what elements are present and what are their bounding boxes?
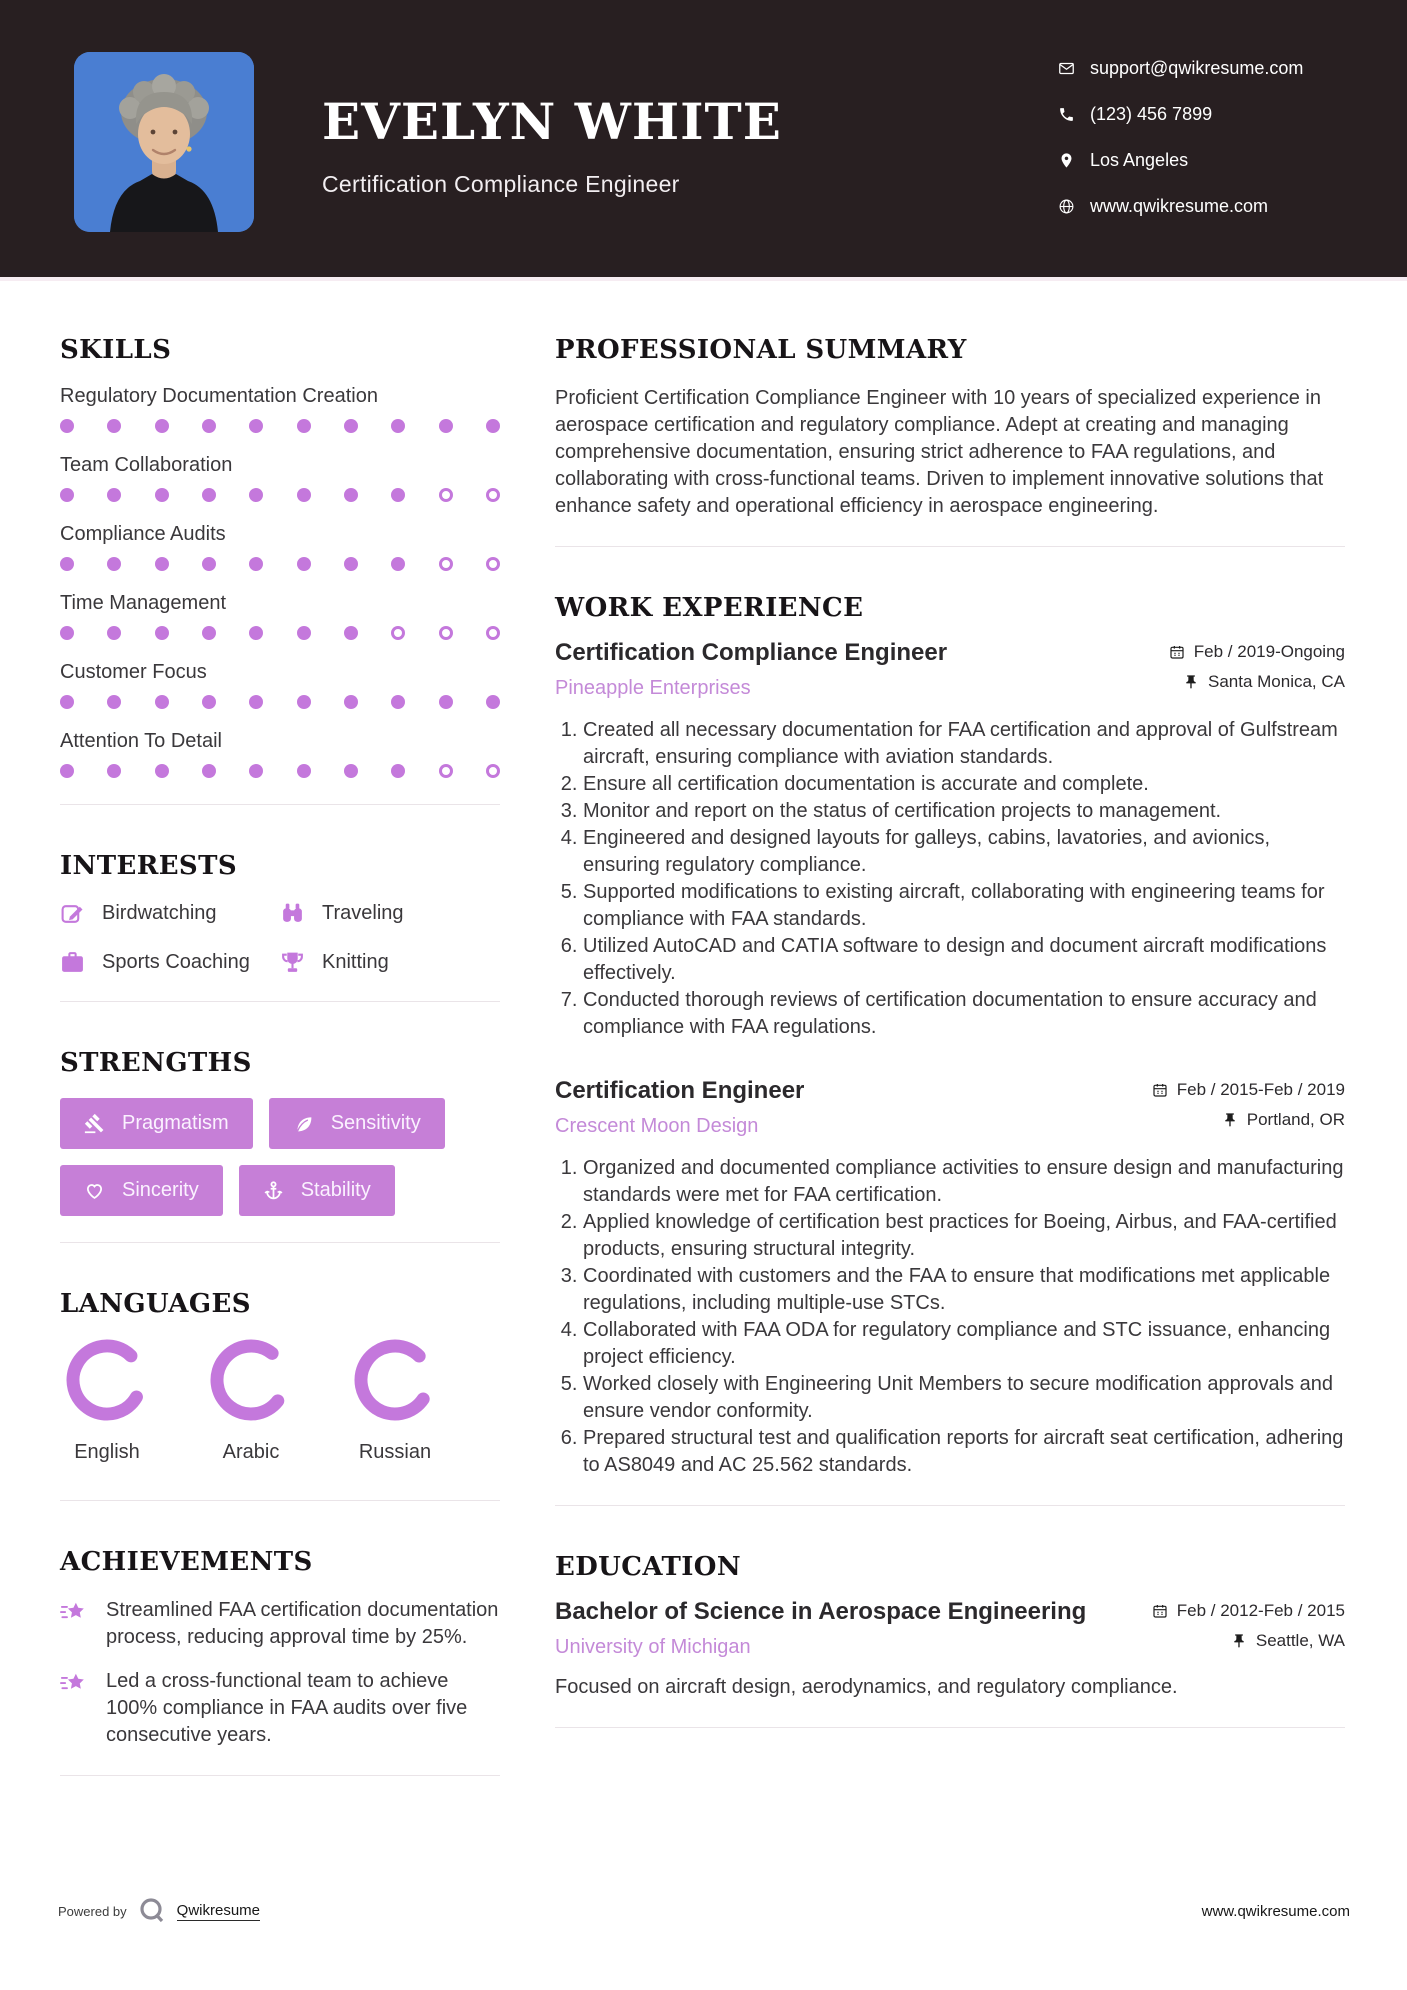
pushpin-icon: [1231, 1633, 1247, 1649]
skill-dot-filled: [60, 764, 74, 778]
left-column: [60, 277, 500, 1822]
bullet-item: 4. Collaborated with FAA ODA for regulatory compliance and STC issuance, enhancing project efficiency.: [583, 1317, 1345, 1371]
job-company: Pineapple Enterprises: [555, 677, 751, 699]
skill-dot-filled: [391, 419, 405, 433]
powered-by-block: [58, 1896, 260, 1926]
job-title-block: [555, 639, 947, 700]
skill-dot-filled: [107, 557, 121, 571]
calendar-icon: [1169, 644, 1185, 660]
shooting-star-icon: [60, 1671, 88, 1696]
strength-label: Stability: [300, 1179, 371, 1201]
skill-item: [60, 523, 500, 571]
skill-label: Team Collaboration: [60, 454, 233, 476]
skill-dot-filled: [60, 419, 74, 433]
skill-dot-filled: [391, 764, 405, 778]
skill-dot-empty: [486, 764, 500, 778]
profile-photo: [74, 52, 254, 232]
skill-item: [60, 661, 500, 709]
contact-list: [1058, 58, 1303, 217]
skill-dot-filled: [344, 695, 358, 709]
bullet-item: 1. Created all necessary documentation for FAA certification and approval of Gulfstream aircraft, ensuring compliance with aviation standards.: [583, 717, 1345, 771]
education-heading: EDUCATION: [555, 1552, 742, 1582]
interest-item: [280, 901, 500, 926]
skill-dot-filled: [155, 695, 169, 709]
skill-dot-filled: [107, 626, 121, 640]
job-location: [1183, 672, 1345, 692]
job-bullets: [555, 717, 1345, 1041]
job-header: [555, 639, 1345, 700]
language-item: [66, 1339, 148, 1464]
section-divider: [60, 1242, 500, 1243]
skill-dot-filled: [297, 764, 311, 778]
skill-dot-filled: [249, 626, 263, 640]
summary-text: Proficient Certification Compliance Engineer with 10 years of specialized experience in aerospace certification and regulatory compliance. Adept at creating and managing comprehensive documentation, ensuring strict adherence to FAA regulations, and collaborating with cross-functional teams. Driven to implement innovative solutions that enhance safety and operational efficiency in aerospace engineering.: [555, 387, 1324, 517]
strength-badge: [60, 1098, 253, 1149]
job-dates: [1169, 642, 1345, 662]
strength-badge: [239, 1165, 395, 1216]
skill-dot-filled: [155, 626, 169, 640]
skill-dot-filled: [249, 419, 263, 433]
skill-dot-filled: [344, 557, 358, 571]
skill-dot-filled: [60, 626, 74, 640]
section-divider: [60, 1775, 500, 1776]
location-icon: [1058, 152, 1075, 169]
skill-dot-filled: [155, 488, 169, 502]
strengths-heading: STRENGTHS: [60, 1048, 252, 1078]
education-dates-label: Feb / 2012-Feb / 2015: [1176, 1601, 1345, 1620]
footer: [58, 1896, 1350, 1926]
job-header: [555, 1077, 1345, 1138]
strength-badge: [269, 1098, 445, 1149]
skill-dot-filled: [202, 419, 216, 433]
binoculars-icon: [280, 901, 305, 926]
job-entry: [555, 1077, 1345, 1479]
contact-location-label: Los Angeles: [1090, 150, 1189, 170]
bullet-item: 1. Organized and documented compliance activities to ensure design and manufacturing standards were met for FAA certification.: [583, 1155, 1345, 1209]
gavel-icon: [84, 1113, 105, 1134]
interest-item: [60, 950, 280, 975]
language-item: [354, 1339, 436, 1464]
skills-heading: SKILLS: [60, 335, 172, 365]
languages-heading: LANGUAGES: [60, 1289, 251, 1319]
skill-dot-empty: [439, 626, 453, 640]
footer-site-url[interactable]: www.qwikresume.com: [1201, 1902, 1350, 1920]
skill-dot-filled: [344, 764, 358, 778]
skill-dot-filled: [155, 419, 169, 433]
skill-dot-filled: [297, 695, 311, 709]
bullet-item: 4. Engineered and designed layouts for galleys, cabins, lavatories, and avionics, ensuring regulatory compliance.: [583, 825, 1345, 879]
skill-dot-filled: [486, 695, 500, 709]
skill-rating: [60, 695, 500, 709]
contact-website-label: www.qwikresume.com: [1090, 196, 1269, 216]
bullet-item: 6. Utilized AutoCAD and CATIA software to design and document aircraft modifications effectively.: [583, 933, 1345, 987]
skill-dot-filled: [202, 626, 216, 640]
skill-label: Time Management: [60, 592, 226, 614]
contact-email[interactable]: [1058, 58, 1303, 79]
interest-label: Sports Coaching: [102, 951, 250, 973]
skill-dot-empty: [486, 626, 500, 640]
education-location: [1231, 1631, 1345, 1651]
skill-dot-filled: [249, 557, 263, 571]
summary-heading: PROFESSIONAL SUMMARY: [555, 335, 967, 365]
skill-item: [60, 730, 500, 778]
skill-dot-filled: [297, 626, 311, 640]
calendar-icon: [1152, 1603, 1168, 1619]
education-title-block: [555, 1598, 1086, 1659]
contact-website[interactable]: [1058, 196, 1303, 217]
heart-icon: [84, 1180, 105, 1201]
profile-photo-illustration: [74, 52, 254, 232]
skill-rating: [60, 488, 500, 502]
achievement-text: Led a cross-functional team to achieve 100% compliance in FAA audits over five consecutive years.: [106, 1670, 468, 1746]
leaf-icon: [293, 1113, 314, 1134]
job-location-label: Santa Monica, CA: [1207, 672, 1345, 691]
job-entry: [555, 639, 1345, 1041]
language-item: [210, 1339, 292, 1464]
language-ring-chart: [354, 1339, 436, 1421]
education-degree: Bachelor of Science in Aerospace Engineering: [555, 1598, 1087, 1625]
email-icon: [1058, 60, 1075, 77]
skill-dot-filled: [297, 488, 311, 502]
section-divider: [60, 1001, 500, 1002]
skill-dot-filled: [486, 419, 500, 433]
skill-dot-filled: [344, 419, 358, 433]
interest-item: [280, 950, 500, 975]
strength-label: Sincerity: [122, 1179, 199, 1201]
strength-label: Sensitivity: [330, 1112, 421, 1134]
shooting-star-icon: [60, 1600, 88, 1625]
education-school: University of Michigan: [555, 1636, 751, 1658]
achievements-list: [60, 1597, 500, 1749]
contact-phone-label: (123) 456 7899: [1090, 104, 1213, 124]
skill-dot-filled: [391, 557, 405, 571]
job-bullets: [555, 1155, 1345, 1479]
bullet-item: 2. Applied knowledge of certification best practices for Boeing, Airbus, and FAA-certified products, ensuring structural integrity.: [583, 1209, 1345, 1263]
skill-label: Regulatory Documentation Creation: [60, 385, 378, 407]
skill-dot-filled: [344, 488, 358, 502]
edit-icon: [60, 901, 85, 926]
section-divider: [60, 804, 500, 805]
pushpin-icon: [1222, 1112, 1238, 1128]
education-description: Focused on aircraft design, aerodynamics, and regulatory compliance.: [555, 1676, 1178, 1698]
right-column: [555, 277, 1345, 1774]
skill-rating: [60, 419, 500, 433]
education-location-label: Seattle, WA: [1255, 1631, 1345, 1650]
skill-rating: [60, 557, 500, 571]
skill-label: Customer Focus: [60, 661, 207, 683]
skill-dot-filled: [60, 557, 74, 571]
skill-dot-filled: [297, 557, 311, 571]
strength-badge: [60, 1165, 223, 1216]
header: [0, 0, 1407, 277]
skill-dot-filled: [344, 626, 358, 640]
skill-dot-empty: [486, 488, 500, 502]
bullet-item: 6. Prepared structural test and qualification reports for aircraft seat certification, adhering to AS8049 and AC 25.562 standards.: [583, 1425, 1345, 1479]
strength-label: Pragmatism: [122, 1112, 229, 1134]
interest-label: Knitting: [322, 951, 389, 973]
language-label: Russian: [358, 1441, 432, 1463]
identity-block: [322, 92, 782, 198]
skill-dot-filled: [249, 764, 263, 778]
skill-rating: [60, 626, 500, 640]
language-ring-chart: [210, 1339, 292, 1421]
skill-dot-filled: [202, 695, 216, 709]
bullet-item: 7. Conducted thorough reviews of certification documentation to ensure accuracy and compliance with FAA regulations.: [583, 987, 1345, 1041]
skill-dot-filled: [107, 695, 121, 709]
languages-list: [66, 1339, 500, 1464]
globe-icon: [1058, 198, 1075, 215]
skill-dot-filled: [439, 419, 453, 433]
job-location-label: Portland, OR: [1246, 1110, 1345, 1129]
skill-dot-filled: [439, 695, 453, 709]
interest-item: [60, 901, 280, 926]
job-dates-label: Feb / 2015-Feb / 2019: [1176, 1080, 1345, 1099]
contact-location[interactable]: [1058, 150, 1303, 171]
job-company: Crescent Moon Design: [555, 1115, 759, 1137]
phone-icon: [1058, 106, 1075, 123]
job-title: Certification Engineer: [555, 1077, 805, 1104]
interest-label: Traveling: [322, 902, 404, 924]
skill-dot-filled: [391, 488, 405, 502]
skill-rating: [60, 764, 500, 778]
skill-item: [60, 592, 500, 640]
skill-dot-filled: [60, 695, 74, 709]
interest-label: Birdwatching: [102, 902, 217, 924]
skill-dot-empty: [391, 626, 405, 640]
job-dates: [1152, 1080, 1345, 1100]
skill-dot-empty: [439, 488, 453, 502]
qwikresume-logo-icon: [137, 1896, 167, 1926]
education-entry: [555, 1598, 1345, 1701]
section-divider: [555, 1505, 1345, 1506]
section-divider: [555, 1727, 1345, 1728]
bullet-item: 3. Coordinated with customers and the FAA to ensure that modifications met applicable regulations, including multiple-use STCs.: [583, 1263, 1345, 1317]
interests-heading: INTERESTS: [60, 851, 238, 881]
skill-label: Attention To Detail: [60, 730, 222, 752]
pushpin-icon: [1183, 674, 1199, 690]
language-label: Arabic: [222, 1441, 280, 1463]
bullet-item: 2. Ensure all certification documentation is accurate and complete.: [583, 771, 1345, 798]
qwikresume-link[interactable]: Qwikresume: [176, 1901, 261, 1919]
job-meta: [1169, 639, 1345, 692]
job-dates-label: Feb / 2019-Ongoing: [1193, 642, 1345, 661]
skill-dot-filled: [60, 488, 74, 502]
language-ring-chart: [66, 1339, 148, 1421]
achievement-item: [60, 1668, 500, 1749]
skill-label: Compliance Audits: [60, 523, 226, 545]
education-header: [555, 1598, 1345, 1659]
skill-item: [60, 454, 500, 502]
skill-dot-filled: [107, 488, 121, 502]
skill-dot-filled: [249, 488, 263, 502]
skill-dot-filled: [202, 557, 216, 571]
interests-list: [60, 901, 500, 975]
skill-dot-empty: [439, 764, 453, 778]
person-job-title: Certification Compliance Engineer: [322, 171, 680, 197]
skill-dot-filled: [202, 488, 216, 502]
skill-dot-filled: [107, 419, 121, 433]
skills-list: [60, 385, 500, 778]
skill-dot-filled: [155, 764, 169, 778]
briefcase-icon: [60, 950, 85, 975]
achievement-item: [60, 1597, 500, 1651]
skill-dot-filled: [391, 695, 405, 709]
strengths-list: [60, 1098, 500, 1216]
job-title: Certification Compliance Engineer: [555, 639, 948, 666]
person-name: EVELYN WHITE: [322, 92, 782, 151]
anchor-icon: [263, 1180, 284, 1201]
bullet-item: 5. Worked closely with Engineering Unit Members to secure modification approvals and ensure vendor conformity.: [583, 1371, 1345, 1425]
education-dates: [1152, 1601, 1345, 1621]
job-location: [1222, 1110, 1345, 1130]
skill-dot-filled: [202, 764, 216, 778]
skill-dot-filled: [249, 695, 263, 709]
language-label: English: [74, 1441, 140, 1463]
skill-item: [60, 385, 500, 433]
skill-dot-empty: [486, 557, 500, 571]
skill-dot-empty: [439, 557, 453, 571]
skill-dot-filled: [155, 557, 169, 571]
education-meta: [1152, 1598, 1345, 1651]
skill-dot-filled: [297, 419, 311, 433]
calendar-icon: [1152, 1082, 1168, 1098]
achievement-text: Streamlined FAA certification documentation process, reducing approval time by 25%.: [106, 1599, 499, 1648]
job-title-block: [555, 1077, 804, 1138]
job-meta: [1152, 1077, 1345, 1130]
trophy-icon: [280, 950, 305, 975]
bullet-item: 3. Monitor and report on the status of certification projects to management.: [583, 798, 1345, 825]
work-heading: WORK EXPERIENCE: [555, 593, 864, 623]
section-divider: [60, 1500, 500, 1501]
skill-dot-filled: [107, 764, 121, 778]
powered-by-label: Powered by: [58, 1903, 127, 1919]
section-divider: [555, 546, 1345, 547]
contact-phone[interactable]: [1058, 104, 1303, 125]
bullet-item: 5. Supported modifications to existing aircraft, collaborating with engineering teams for compliance with FAA standards.: [583, 879, 1345, 933]
contact-email-label: support@qwikresume.com: [1090, 58, 1304, 78]
achievements-heading: ACHIEVEMENTS: [60, 1547, 313, 1577]
